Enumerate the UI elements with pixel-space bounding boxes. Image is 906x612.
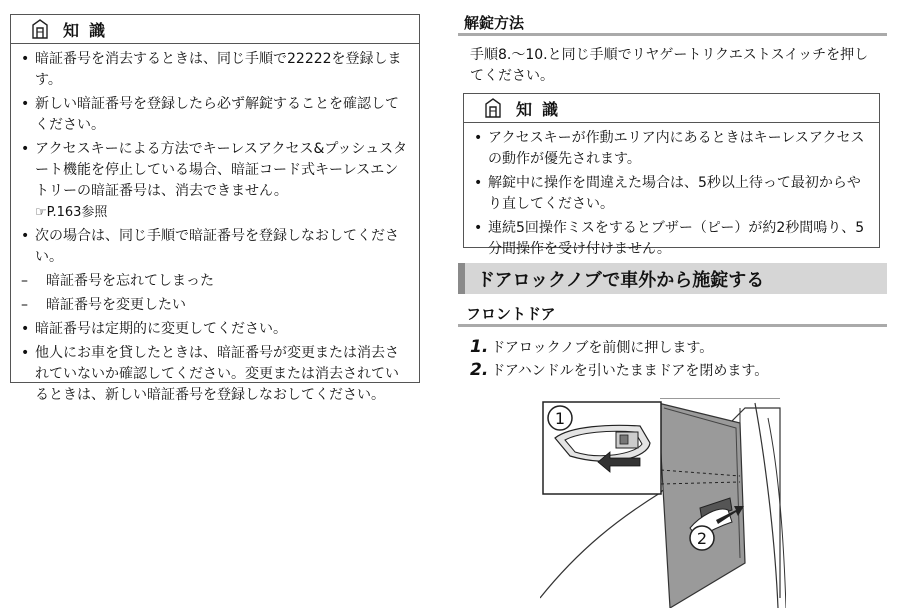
item-text: 暗証番号を変更したい [46,297,186,313]
unlock-heading: 解錠方法 [464,14,525,32]
item-text: 暗証番号は定期的に変更してください。 [35,321,287,337]
item-text: アクセスキーが作動エリア内にあるときはキーレスアクセスの動作が優先されます。 [488,130,865,167]
bullet-item [473,128,869,170]
step-number: 2. [470,360,489,380]
front-door-heading: フロントドア [466,305,556,323]
knowledge-box-title: 知識 [516,99,569,119]
bullet-item [20,49,409,91]
step-1 [470,337,713,358]
item-text: 暗証番号を忘れてしまった [46,273,214,289]
section-title-bar [458,263,887,294]
knowledge-list [464,123,879,260]
bullet-item [473,218,869,260]
bullet-item [20,226,409,268]
item-text: 次の場合は、同じ手順で暗証番号を登録しなおしてください。 [35,228,399,265]
door-lock-illustration [540,398,786,608]
knowledge-box-right [463,93,880,257]
bullet-item [20,139,409,223]
info-book-icon [482,97,504,119]
bullet-item [20,94,409,136]
step-number: 1. [470,337,489,357]
knowledge-box-left [10,14,420,403]
info-book-icon [29,18,51,40]
bullet-item [20,319,409,340]
knowledge-box-header [11,15,419,44]
page-reference: ☞P.163参照 [35,205,108,220]
unlock-text: 手順8.～10.と同じ手順でリヤゲートリクエストスイッチを押してください。 [470,47,869,84]
heading-rule [458,33,887,36]
callout-1: 1 [554,409,566,428]
callout-2: 2 [696,529,708,548]
section-title: ドアロックノブで車外から施錠する [477,270,765,291]
knowledge-box-header [464,94,879,123]
item-text: 暗証番号を消去するときは、同じ手順で22222を登録します。 [35,51,402,88]
step-text: ドアハンドルを引いたままドアを閉めます。 [491,363,769,379]
bullet-item [20,343,409,406]
heading-rule [458,324,887,327]
item-text: アクセスキーによる方法でキーレスアクセス&プッシュスタート機能を停止している場合、暗証コード式キーレスエントリーの暗証番号は、消去できません。 [35,141,408,199]
knowledge-box-title: 知識 [63,20,116,40]
item-text: 連続5回操作ミスをするとブザー（ピー）が約2秒間鳴り、5分間操作を受け付けません。 [488,220,865,257]
item-text: 他人にお車を貸したときは、暗証番号が変更または消去されていないか確認してください。変更または消去されているときは、新しい暗証番号を登録しなおしてください。 [35,345,399,403]
item-text: 新しい暗証番号を登録したら必ず解錠することを確認してください。 [35,96,399,133]
bullet-item [473,173,869,215]
step-2 [470,360,768,381]
knowledge-list [11,44,419,406]
step-text: ドアロックノブを前側に押します。 [491,340,714,356]
dash-item [20,271,409,292]
item-text: 解錠中に操作を間違えた場合は、5秒以上待って最初からやり直してください。 [488,175,861,212]
dash-item [20,295,409,316]
